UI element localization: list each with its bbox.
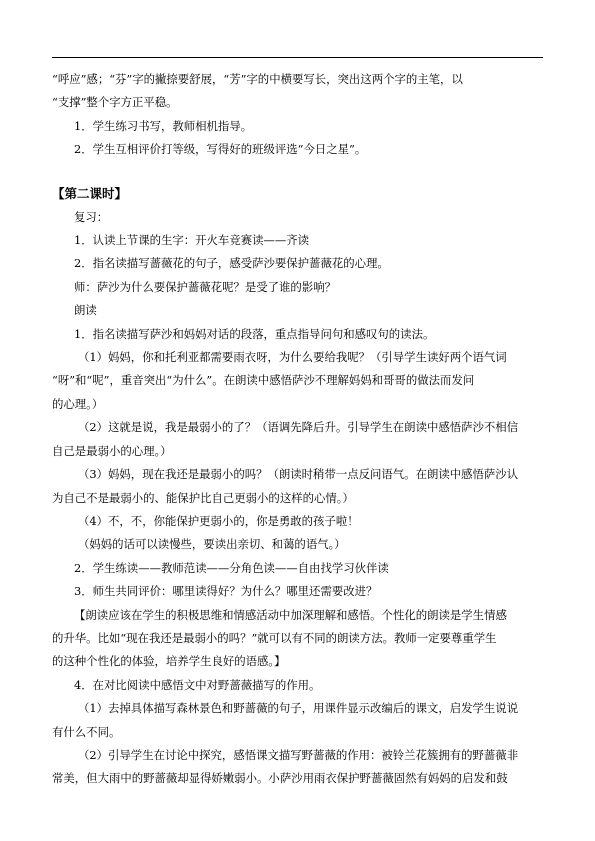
text-line: 为自己不是最弱小的、能保护比自己更弱小的这样的心情。） [52,490,354,505]
text-line: 的升华。比如“现在我还是最弱小的吗？”就可以有不同的朗读方法。教师一定要尊重学生 [52,630,497,645]
document-body [52,68,545,791]
text-line: 常美，但大雨中的野蔷薇却显得娇嫩弱小。小萨沙用雨衣保护野蔷薇固然有妈妈的启发和鼓 [52,771,508,786]
text-line: （2）引导学生在讨论中探究，感悟课文描写野蔷薇的作用：被铃兰花簇拥有的野蔷薇非 [78,747,519,762]
text-line: 1．指名读描写萨沙和妈妈对话的段落，重点指导问句和感叹句的读法。 [74,326,435,341]
text-line: 朗读 [74,303,97,318]
text-line: 4．在对比阅读中感悟文中对野蔷薇描写的作用。 [74,677,321,692]
text-line: （1）妈妈，你和托利亚都需要雨衣呀，为什么要给我呢？（引导学生读好两个语气词 [78,350,507,365]
text-line: 的心理。） [52,396,104,411]
text-line: 1．学生练习书写，教师相机指导。 [74,118,253,133]
text-line: 复习： [74,209,109,224]
text-line: 2．指名读描写蔷薇花的句子，感受萨沙要保护蔷薇花的心理。 [74,256,389,271]
paragraph-block-1 [52,68,545,162]
text-line: 师：萨沙为什么要保护蔷薇花呢？是受了谁的影响？ [74,279,336,294]
text-line: 2．学生互相评价打等级，写得好的班级评选“今日之星”。 [74,142,367,157]
text-line: “呀”和“呢”，重音突出“为什么”。在朗读中感悟萨沙不理解妈妈和哥哥的做法而发问 [52,373,475,388]
text-line: （2）这就是说，我是最弱小的了？（语调先降后升。引导学生在朗读中感悟萨沙不相信 [78,420,519,435]
paragraph-block-2 [52,206,545,791]
text-line: 【朗读应该在学生的积极思维和情感活动中加深理解和感悟。个性化的朗读是学生情感 [74,607,507,622]
text-line: （1）去掉具体描写森林景色和野蔷薇的句子，用课件显示改编后的课文，启发学生说说 [78,701,519,716]
text-line: “支撑”整个字方正平稳。 [52,95,178,110]
text-line: （3）妈妈，现在我还是最弱小的吗？（朗读时稍带一点反问语气。在朗读中感悟萨沙认 [78,467,519,482]
section-heading: 【第二课时】 [52,185,128,201]
text-line: 2．学生练读——教师范读——分角色读——自由找学习伙伴读 [74,560,389,575]
text-line: 有什么不同。 [52,724,121,739]
text-line: （妈妈的话可以读慢些，要读出亲切、和蔼的语气。） [78,537,346,552]
header-rule [52,57,543,58]
text-line: 自己是最弱小的心理。） [52,443,172,458]
text-line: 1．认读上节课的生字：开火车竞赛读——齐读 [74,233,310,248]
text-line: 的这种个性化的体验，培养学生良好的语感。】 [52,654,286,669]
text-line: 3．师生共同评价：哪里读得好？为什么？哪里还需要改进？ [74,584,378,599]
text-line: “呼应”感；“芬”字的撇捺要舒展，“芳”字的中横要写长，突出这两个字的主笔，以 [52,72,463,86]
text-line: （4）不，不，你能保护更弱小的，你是勇敢的孩子啦！ [78,513,359,528]
